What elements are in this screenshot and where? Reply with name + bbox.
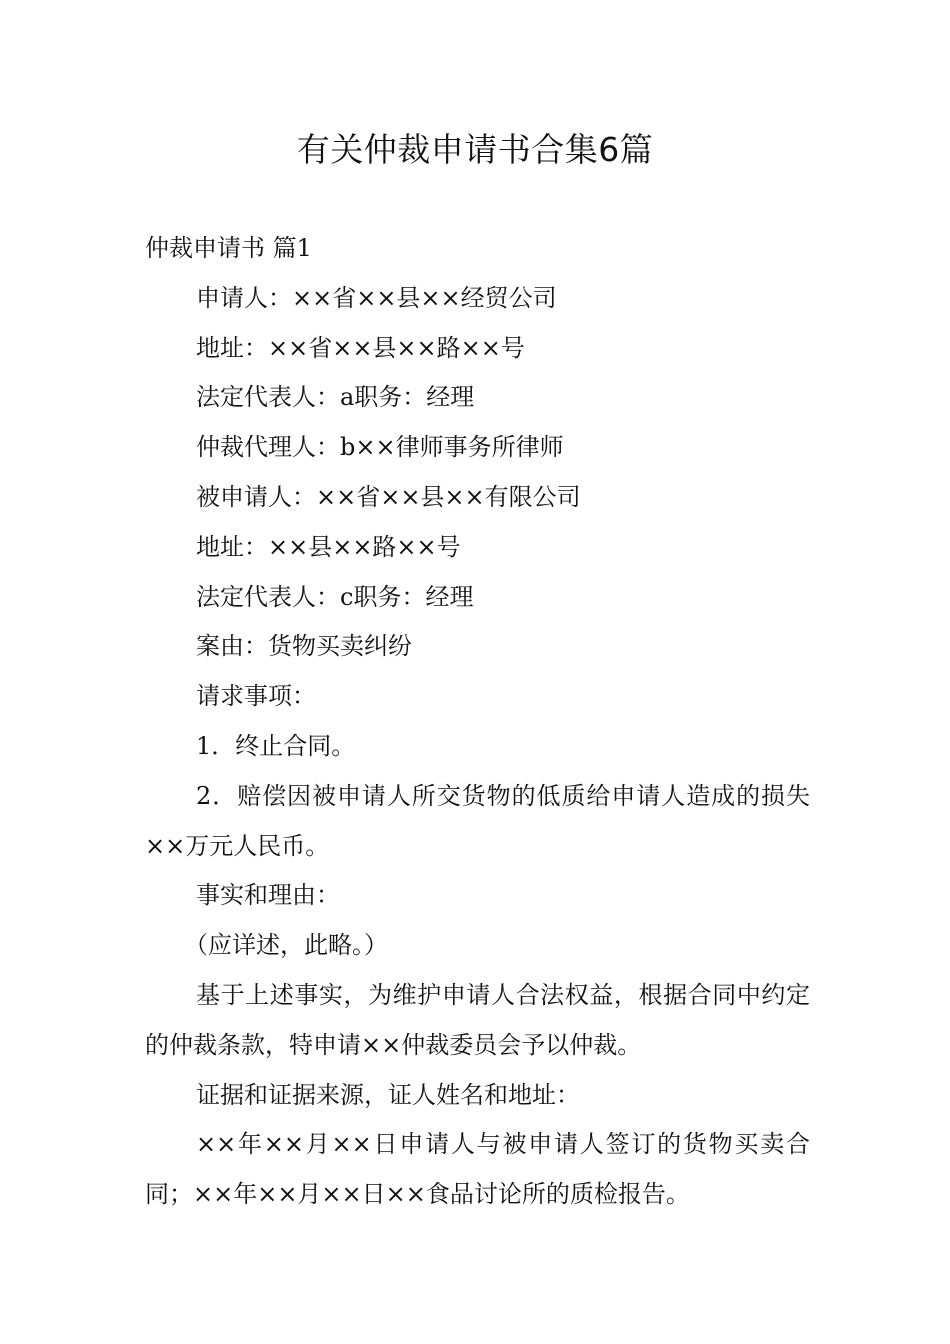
paragraph-facts-note: （应详述，此略。）: [184, 931, 388, 960]
paragraph-basis: 基于上述事实，为维护申请人合法权益，根据合同中约定的仲裁条款，特申请××仲裁委员会予以仲裁。: [145, 980, 810, 1059]
paragraph-facts-heading: 事实和理由：: [196, 881, 340, 910]
paragraph-applicant-address: 地址：××省××县××路××号: [196, 333, 525, 362]
document-title: 有关仲裁申请书合集6篇: [296, 130, 654, 169]
paragraph-respondent: 被申请人：××省××县××有限公司: [196, 482, 581, 511]
document-body: [145, 224, 810, 1220]
paragraph-applicant-representative: 法定代表人：a职务：经理: [196, 383, 475, 412]
paragraph-respondent-representative: 法定代表人：c职务：经理: [196, 582, 474, 611]
paragraph-evidence-list: ××年××月××日申请人与被申请人签订的货物买卖合同；××年××月××日××食品讨论所的质检报告。: [145, 1130, 810, 1209]
paragraph-applicant: 申请人：××省××县××经贸公司: [196, 283, 557, 312]
paragraph-claim-1: 1．终止合同。: [196, 731, 356, 760]
paragraph-respondent-address: 地址：××县××路××号: [196, 532, 461, 561]
paragraph-evidence-heading: 证据和证据来源，证人姓名和地址：: [196, 1080, 580, 1109]
section-heading: 仲裁申请书 篇1: [145, 234, 312, 262]
paragraph-arbitration-agent: 仲裁代理人：b××律师事务所律师: [196, 433, 564, 462]
paragraph-claims-heading: 请求事项：: [196, 682, 316, 711]
paragraph-claim-2: 2．赔偿因被申请人所交货物的低质给申请人造成的损失××万元人民币。: [145, 781, 810, 860]
paragraph-case-cause: 案由：货物买卖纠纷: [196, 632, 412, 661]
